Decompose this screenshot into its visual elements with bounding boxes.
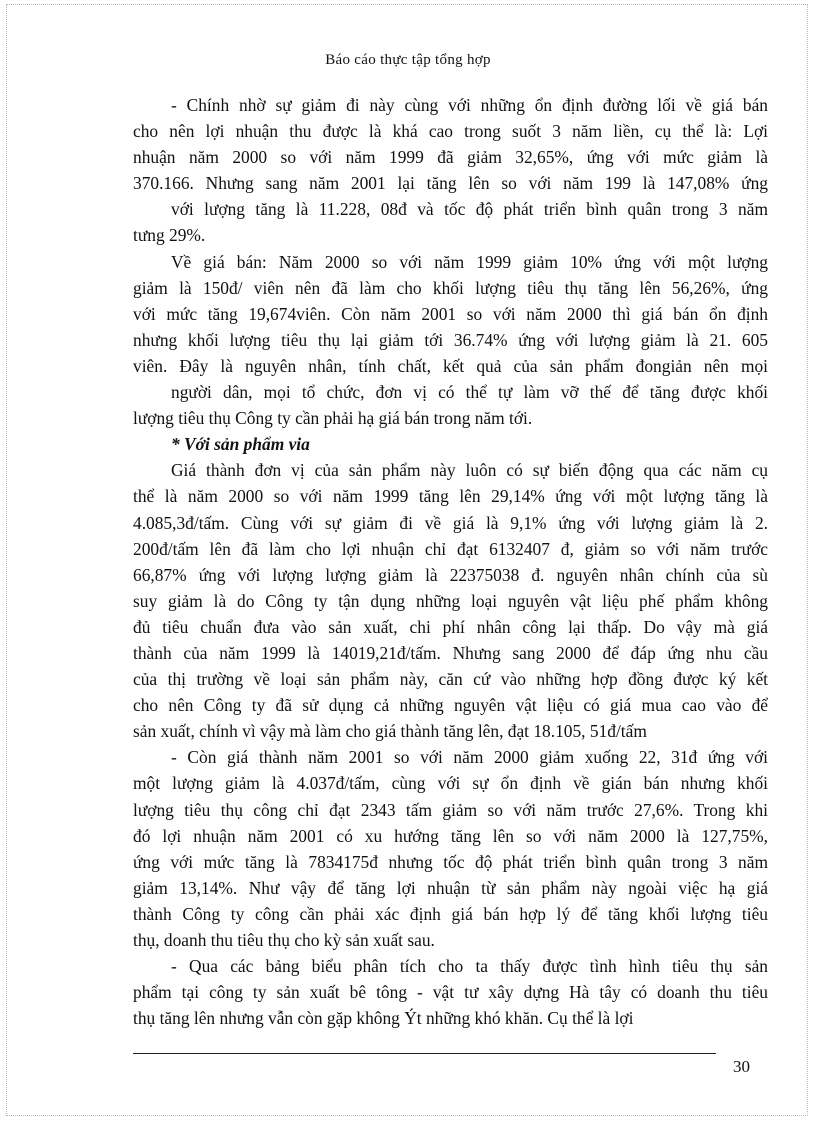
document-body — [133, 92, 768, 1031]
text-line: - Qua các bảng biểu phân tích cho ta thấy được tình hình tiêu thụ sản — [171, 956, 768, 977]
text-line: viên. Đây là nguyên nhân, tính chất, kết quả của sản phẩm đongiản nên mọi — [133, 355, 768, 376]
text-line: 370.166. Nhưng sang năm 2001 lại tăng lên so với năm 199 là 147,08% ứng — [133, 173, 768, 194]
text-line: cho nên lợi nhuận thu được là khá cao trong suốt 3 năm liền, cụ thể là: Lợi — [133, 121, 768, 142]
text-line: đủ tiêu chuẩn đưa vào sản xuất, chi phí nhân công lại thấp. Do vậy mà giá — [133, 616, 768, 637]
text-line: tưng 29%. — [133, 225, 206, 246]
text-line: Giá thành đơn vị của sản phẩm này luôn có sự biến động qua các năm cụ — [171, 460, 768, 481]
text-line: 200đ/tấm lên đã làm cho lợi nhuận chỉ đạt 6132407 đ, giảm so với năm trước — [133, 538, 768, 559]
text-line: thành Công ty công cần phải xác định giá bán hợp lý để tăng khối lượng tiêu — [133, 903, 768, 924]
text-line: - Chính nhờ sự giảm đi này cùng với những ổn định đường lối về giá bán — [171, 95, 768, 115]
text-line: thành của năm 1999 là 14019,21đ/tấm. Nhưng sang 2000 để đáp ứng nhu cầu — [133, 642, 768, 663]
text-line: đó lợi nhuận năm 2001 có xu hướng tăng lên so với năm 2000 là 127,75%, — [133, 825, 768, 846]
text-line: nhuận năm 2000 so với năm 1999 đã giảm 32,65%, ứng với mức giảm là — [133, 147, 768, 168]
text-line: lượng tiêu thụ công chỉ đạt 2343 tấm giảm so với năm trước 27,6%. Trong khi — [133, 799, 768, 820]
section-heading: * Với sản phẩm via — [171, 434, 310, 455]
text-line: thụ, doanh thu tiêu thụ cho kỳ sản xuất sau. — [133, 930, 435, 950]
text-line: của thị trường về loại sản phẩm này, căn cứ vào những hợp đồng được ký kết — [133, 669, 768, 690]
text-line: cho nên Công ty đã sử dụng cả những nguyên vật liệu có giá mua cao vào để — [133, 695, 768, 716]
text-line: - Còn giá thành năm 2001 so với năm 2000 giảm xuống 22, 31đ ứng với — [171, 747, 768, 768]
text-line: sản xuất, chính vì vậy mà làm cho giá thành tăng lên, đạt 18.105, 51đ/tấm — [133, 721, 647, 742]
text-line: giảm 13,14%. Như vậy để tăng lợi nhuận từ sản phẩm này ngoài việc hạ giá — [133, 877, 768, 898]
text-line: 4.085,3đ/tấm. Cùng với sự giảm đi về giá là 9,1% ứng với lượng giảm là 2. — [133, 512, 768, 533]
text-line: với lượng tăng là 11.228, 08đ và tốc độ phát triển bình quân trong 3 năm — [171, 199, 768, 220]
page-number: 30 — [733, 1057, 750, 1076]
text-line: thể là năm 2000 so với năm 1999 tăng lên 29,14% ứng với một lượng tăng là — [133, 486, 768, 507]
text-line: 66,87% ứng với lượng lượng giảm là 22375038 đ. nguyên nhân chính của sù — [133, 564, 768, 585]
text-line: một lượng giảm là 4.037đ/tấm, cùng với sự ổn định về gián bán nhưng khối — [133, 773, 768, 794]
text-line: giảm là 150đ/ viên nên đã làm cho khối lượng tiêu thụ tăng lên 56,26%, ứng — [133, 277, 768, 298]
text-line: phẩm tại công ty sản xuất bê tông - vật tư xây dựng Hà tây có doanh thu tiêu — [133, 982, 768, 1003]
text-line: thụ tăng lên nhưng vẫn còn gặp không Ýt những khó khăn. Cụ thể là lợi — [133, 1008, 634, 1029]
footer-rule — [133, 1053, 716, 1054]
text-line: nhưng khối lượng tiêu thụ lại giảm tới 36.74% ứng với lượng giảm là 21. 605 — [133, 329, 768, 350]
text-line: suy giảm là do Công ty tận dụng những loại nguyên vật liệu phế phẩm không — [133, 590, 768, 611]
page-header: Báo cáo thực tập tổng hợp — [325, 52, 491, 68]
text-line: với mức tăng 19,674viên. Còn năm 2001 so với năm 2000 thì giá bán ổn định — [133, 303, 768, 324]
text-line: ứng với mức tăng là 7834175đ nhưng tốc độ phát triển bình quân trong 3 năm — [133, 851, 768, 872]
text-line: Về giá bán: Năm 2000 so với năm 1999 giảm 10% ứng với một lượng — [171, 251, 768, 272]
text-line: lượng tiêu thụ Công ty cần phải hạ giá bán trong năm tới. — [133, 408, 533, 429]
text-line: người dân, mọi tổ chức, đơn vị có thể tự làm vỡ thế để tăng được khối — [171, 382, 768, 403]
